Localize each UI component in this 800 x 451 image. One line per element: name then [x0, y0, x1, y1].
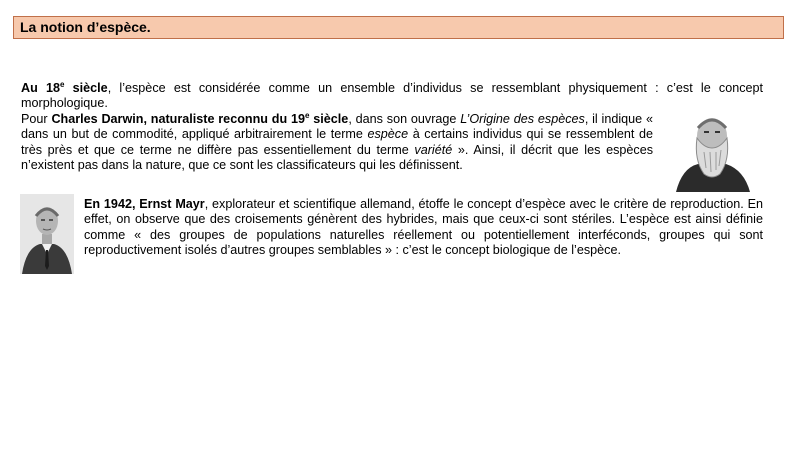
- mayr-name: En 1942, Ernst Mayr: [84, 197, 205, 211]
- paragraph-text: , l’espèce est considérée comme un ensemble d’individus se ressemblant physiquement : c’est le concept morphologique.: [21, 81, 764, 111]
- term-espece: espèce: [367, 127, 409, 142]
- mayr-portrait: [20, 194, 74, 274]
- darwin-name: Charles Darwin, naturaliste reconnu du 19e siècle: [51, 110, 349, 126]
- paragraph-darwin: Pour Charles Darwin, naturaliste reconnu du 19e siècle, dans son ouvrage L’Origine des espèces, il indique « dans un but de commodité, appliqué arbitrairement le terme espèce à certains individus qui se ressemblent de très près et que ce terme ne diffère pas essentiellement du terme variété ». Ainsi, il décrit que les espèces n’existent pas dans la nature, que ce sont les classificateurs qui les définissent.: [21, 110, 654, 173]
- term-variete: variété: [414, 142, 453, 157]
- paragraph-text: , explorateur et scientifique allemand, étoffe le concept d’espèce avec le critère de reproduction. En effet, on observe que des croisements génèrent des hybrides, mais que ceux-ci sont stériles. L’espèce est ainsi définie comme « des groupes de populations naturelles réellement ou potentiellement interféconds, groupes qui sont reproductivement isolés d’autres groupes semblables » : c’est le concept biologique de l’espèce.: [84, 197, 763, 258]
- paragraph-mayr: [84, 197, 763, 259]
- paragraph-morphological: [21, 81, 763, 112]
- darwin-portrait: [664, 108, 760, 192]
- book-title: L’Origine des espèces: [460, 112, 585, 126]
- century-lead: Au 18e siècle: [21, 79, 108, 95]
- section-title: La notion d’espèce.: [13, 16, 784, 39]
